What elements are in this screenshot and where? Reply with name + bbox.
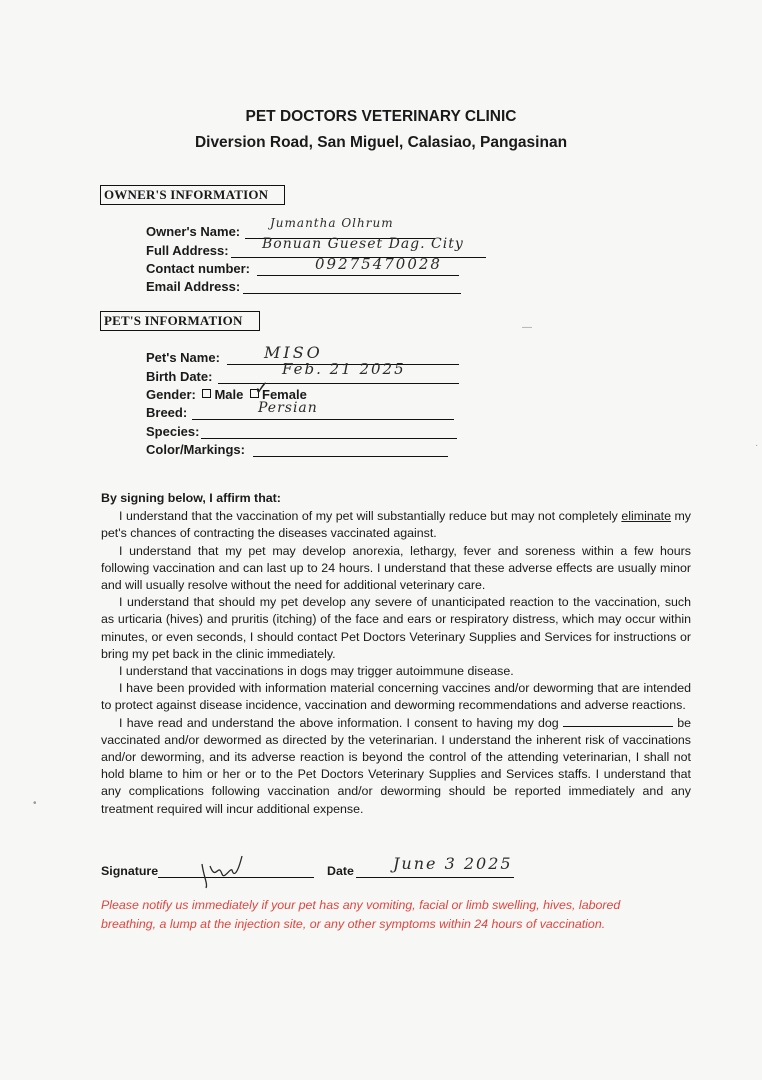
pet-breed-label: Breed: <box>146 405 188 420</box>
owner-email-line[interactable] <box>243 293 461 294</box>
consent-paragraph-4: I understand that vaccinations in dogs may trigger autoimmune disease. <box>119 664 514 679</box>
signature-scribble-icon <box>196 848 246 892</box>
owner-contact-value[interactable]: 09275470028 <box>315 255 442 273</box>
pet-species-label: Species: <box>146 424 200 439</box>
consent-p6-text-end: be vaccinated and/or dewormed as directed by the veterinarian. I understand the inherent risk of vaccinations and/or deworming, and its adverse reaction is beyond the control of the attending veterinarian, I shall not hold blame to him or her or to the Pet Doctors Veterinary Supplies and Services staffs. I understand that any complications following vaccination and/or deworming should be reported immediately and any treatment required will incur additional expense. <box>101 715 691 816</box>
pet-breed-line <box>192 419 454 420</box>
pet-species-line[interactable] <box>201 438 457 439</box>
consent-paragraph-3: I understand that should my pet develop any severe of unanticipated reaction to the vaccination, such as urticaria (hives) and pruritis (itching) of the face and ears or respiratory distress, which may occur within minutes, or even seconds, I should contact Pet Doctors Veterinary Supplies and Services for instructions or bring my pet back in the clinic immediately. <box>101 595 691 661</box>
consent-p1-underlined: eliminate <box>621 509 671 524</box>
owner-name-label: Owner's Name: <box>146 224 241 239</box>
gender-female-checkmark-icon: ✓ <box>254 378 271 399</box>
post-vaccination-notice: Please notify us immediately if your pet has any vomiting, facial or limb swelling, hives, labored breathing, a lump at the injection site, or any other symptoms within 24 hours of vaccination. <box>101 898 621 931</box>
consent-p1-text: I understand that the vaccination of my pet will substantially reduce but may not completely <box>119 509 622 524</box>
consent-text <box>101 490 691 818</box>
date-line[interactable] <box>356 877 514 878</box>
scan-speck: — <box>522 322 532 333</box>
scan-speck: · <box>755 440 759 451</box>
date-label: Date <box>327 864 354 878</box>
owner-name-value[interactable]: Jumantha Olhrum <box>270 216 394 230</box>
owner-contact-line <box>257 275 459 276</box>
owner-contact-label: Contact number: <box>146 261 250 276</box>
owner-section-title: OWNER'S INFORMATION <box>100 185 285 205</box>
pet-section-title: PET'S INFORMATION <box>100 311 260 331</box>
pet-color-line[interactable] <box>253 456 448 457</box>
consent-paragraph-2: I understand that my pet may develop anorexia, lethargy, fever and soreness within a few hours following vaccination and can last up to 24 hours. I understand that these adverse effects are usually minor and will usually resolve without the need for additional veterinary care. <box>101 543 691 593</box>
consent-paragraph-1 <box>101 508 691 542</box>
consent-p6-text: I have read and understand the above information. I consent to having my dog <box>119 715 563 730</box>
pet-color-label: Color/Markings: <box>146 442 245 457</box>
pet-birth-value[interactable]: Feb. 21 2025 <box>282 360 406 378</box>
owner-email-label: Email Address: <box>146 279 241 294</box>
pet-breed-value[interactable]: Persian <box>258 400 318 416</box>
pet-gender-label: Gender: <box>146 387 196 402</box>
consent-paragraph-5: I have been provided with information material concerning vaccines and/or deworming that are intended to protect against disease incidence, vaccination and deworming recommendations and adverse reactions. <box>101 681 691 713</box>
consent-p1-text-end: my pet's chances of contracting the diseases vaccinated against. <box>101 509 691 541</box>
date-value[interactable]: June 3 2025 <box>393 854 513 873</box>
consent-lead: By signing below, I affirm that: <box>101 491 281 505</box>
signature-label: Signature <box>101 864 159 878</box>
owner-address-label: Full Address: <box>146 243 229 258</box>
clinic-address: Diversion Road, San Miguel, Calasiao, Pangasinan <box>194 134 568 151</box>
owner-address-value[interactable]: Bonuan Gueset Dag. City <box>262 236 464 252</box>
gender-male-checkbox[interactable] <box>202 389 211 398</box>
gender-male-label: Male <box>214 387 244 402</box>
dog-name-blank[interactable] <box>563 715 673 727</box>
pet-name-label: Pet's Name: <box>146 350 220 365</box>
clinic-name: PET DOCTORS VETERINARY CLINIC <box>245 108 517 125</box>
pet-birth-label: Birth Date: <box>146 369 213 384</box>
gender-female-label: Female <box>262 387 307 402</box>
scan-speck: • <box>33 798 37 809</box>
consent-paragraph-6 <box>101 715 691 818</box>
pet-name-value[interactable]: MISO <box>264 343 323 362</box>
